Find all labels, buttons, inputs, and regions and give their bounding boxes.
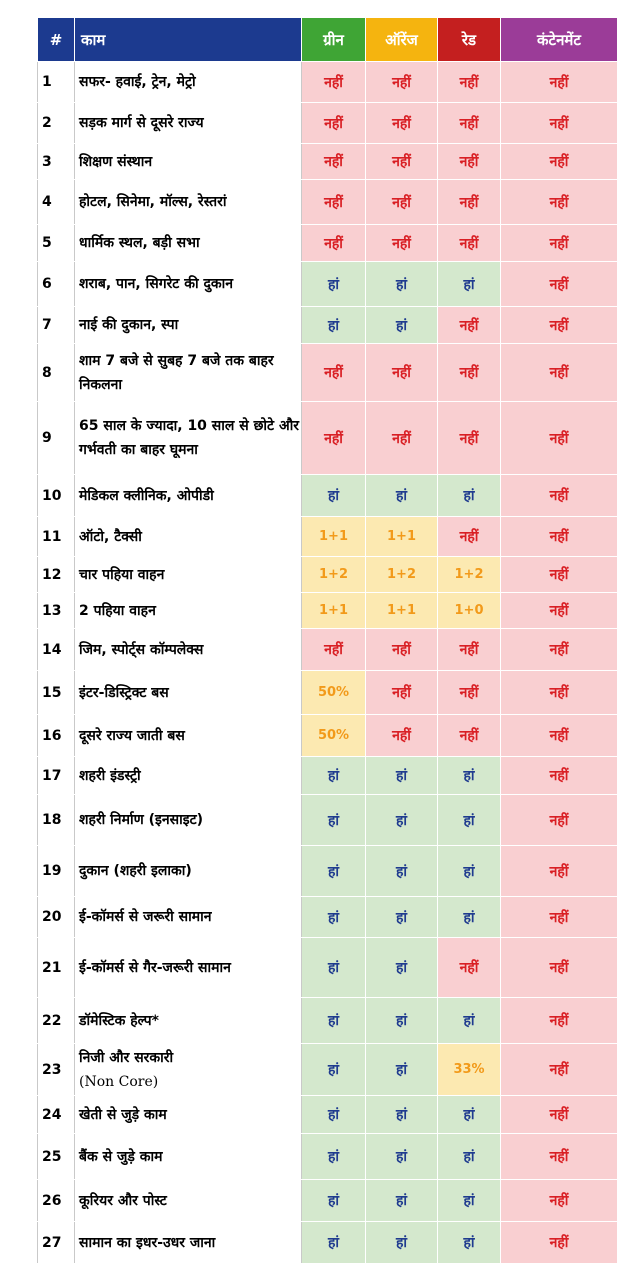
containment-zone-status: नहीं	[501, 262, 618, 307]
table-row	[38, 402, 618, 475]
activity-label: सड़क मार्ग से दूसरे राज्य	[79, 115, 204, 131]
green-zone-status: 50%	[302, 715, 366, 757]
table-row	[38, 1222, 618, 1264]
activity-cell	[75, 795, 302, 846]
row-number: 10	[38, 475, 75, 517]
green-zone-status: नहीं	[302, 144, 366, 180]
green-zone-status: नहीं	[302, 402, 366, 475]
table-row	[38, 795, 618, 846]
orange-zone-status: हां	[366, 1044, 438, 1096]
activity-cell	[75, 557, 302, 593]
green-zone-status: हां	[302, 307, 366, 344]
green-zone-status: नहीं	[302, 180, 366, 225]
table-row	[38, 517, 618, 557]
red-zone-status: नहीं	[438, 344, 501, 402]
containment-zone-status: नहीं	[501, 1134, 618, 1180]
table-row	[38, 1044, 618, 1096]
orange-zone-status: 1+2	[366, 557, 438, 593]
row-number: 27	[38, 1222, 75, 1264]
activity-label: इंटर-डिस्ट्रिक्ट बस	[79, 684, 169, 701]
containment-zone-status: नहीं	[501, 517, 618, 557]
header-green-zone: ग्रीन	[302, 18, 366, 62]
row-number: 7	[38, 307, 75, 344]
table-row	[38, 846, 618, 897]
containment-zone-status: नहीं	[501, 402, 618, 475]
activity-cell	[75, 344, 302, 402]
containment-zone-status: नहीं	[501, 671, 618, 715]
activity-label: कूरियर और पोस्ट	[79, 1192, 167, 1209]
containment-zone-status: नहीं	[501, 180, 618, 225]
orange-zone-status: नहीं	[366, 715, 438, 757]
orange-zone-status: हां	[366, 757, 438, 795]
red-zone-status: हां	[438, 795, 501, 846]
activity-label: नाई की दुकान, स्पा	[79, 317, 179, 333]
orange-zone-status: नहीं	[366, 62, 438, 103]
table-row	[38, 998, 618, 1044]
row-number: 18	[38, 795, 75, 846]
activity-cell	[75, 144, 302, 180]
table-row	[38, 180, 618, 225]
orange-zone-status: नहीं	[366, 180, 438, 225]
containment-zone-status: नहीं	[501, 715, 618, 757]
containment-zone-status: नहीं	[501, 938, 618, 998]
containment-zone-status: नहीं	[501, 225, 618, 262]
activity-cell	[75, 593, 302, 629]
row-number: 23	[38, 1044, 75, 1096]
containment-zone-status: नहीं	[501, 1044, 618, 1096]
red-zone-status: नहीं	[438, 307, 501, 344]
orange-zone-status: नहीं	[366, 671, 438, 715]
red-zone-status: नहीं	[438, 180, 501, 225]
activity-label: डॉमेस्टिक हेल्प*	[79, 1012, 159, 1029]
containment-zone-status: नहीं	[501, 1180, 618, 1222]
red-zone-status: हां	[438, 475, 501, 517]
table-row	[38, 593, 618, 629]
green-zone-status: हां	[302, 846, 366, 897]
orange-zone-status: हां	[366, 1134, 438, 1180]
green-zone-status: हां	[302, 1096, 366, 1134]
table-row	[38, 757, 618, 795]
red-zone-status: हां	[438, 757, 501, 795]
table-row	[38, 62, 618, 103]
green-zone-status: 1+1	[302, 593, 366, 629]
row-number: 24	[38, 1096, 75, 1134]
activity-cell	[75, 307, 302, 344]
red-zone-status: हां	[438, 1134, 501, 1180]
row-number: 3	[38, 144, 75, 180]
red-zone-status: नहीं	[438, 715, 501, 757]
activity-cell	[75, 757, 302, 795]
green-zone-status: नहीं	[302, 62, 366, 103]
activity-label: दूसरे राज्य जाती बस	[79, 727, 185, 744]
containment-zone-status: नहीं	[501, 629, 618, 671]
row-number: 21	[38, 938, 75, 998]
activity-cell	[75, 671, 302, 715]
orange-zone-status: हां	[366, 938, 438, 998]
table-row	[38, 557, 618, 593]
row-number: 8	[38, 344, 75, 402]
red-zone-status: नहीं	[438, 144, 501, 180]
orange-zone-status: हां	[366, 262, 438, 307]
header-activity: काम	[75, 18, 302, 62]
green-zone-status: 1+2	[302, 557, 366, 593]
table-row	[38, 629, 618, 671]
orange-zone-status: 1+1	[366, 517, 438, 557]
green-zone-status: नहीं	[302, 225, 366, 262]
red-zone-status: हां	[438, 846, 501, 897]
orange-zone-status: हां	[366, 795, 438, 846]
header-red-zone: रेड	[438, 18, 501, 62]
activity-label: शिक्षण संस्थान	[79, 153, 153, 170]
orange-zone-status: हां	[366, 1096, 438, 1134]
green-zone-status: नहीं	[302, 629, 366, 671]
orange-zone-status: हां	[366, 475, 438, 517]
row-number: 22	[38, 998, 75, 1044]
activity-label: शहरी इंडस्ट्री	[79, 767, 141, 784]
red-zone-status: 1+0	[438, 593, 501, 629]
orange-zone-status: नहीं	[366, 103, 438, 144]
table-row	[38, 144, 618, 180]
containment-zone-status: नहीं	[501, 897, 618, 938]
activity-cell	[75, 629, 302, 671]
containment-zone-status: नहीं	[501, 795, 618, 846]
activity-label: जिम, स्पोर्ट्स कॉम्पलेक्स	[79, 641, 204, 658]
activity-cell	[75, 475, 302, 517]
orange-zone-status: नहीं	[366, 144, 438, 180]
activity-label: बैंक से जुड़े काम	[79, 1148, 163, 1165]
activity-cell	[75, 1044, 302, 1096]
containment-zone-status: नहीं	[501, 144, 618, 180]
orange-zone-status: नहीं	[366, 344, 438, 402]
containment-zone-status: नहीं	[501, 593, 618, 629]
row-number: 11	[38, 517, 75, 557]
activity-label: धार्मिक स्थल, बड़ी सभा	[79, 235, 200, 251]
green-zone-status: हां	[302, 1044, 366, 1096]
containment-zone-status: नहीं	[501, 1096, 618, 1134]
activity-label: शाम 7 बजे से सुबह 7 बजे तक बाहर निकलना	[79, 352, 274, 393]
activity-label: खेती से जुड़े काम	[79, 1106, 167, 1123]
table-row	[38, 897, 618, 938]
containment-zone-status: नहीं	[501, 557, 618, 593]
activity-cell	[75, 715, 302, 757]
orange-zone-status: 1+1	[366, 593, 438, 629]
orange-zone-status: हां	[366, 897, 438, 938]
row-number: 16	[38, 715, 75, 757]
activity-label: सफर- हवाई, ट्रेन, मेट्रो	[79, 74, 196, 90]
containment-zone-status: नहीं	[501, 103, 618, 144]
red-zone-status: नहीं	[438, 671, 501, 715]
row-number: 20	[38, 897, 75, 938]
activity-cell	[75, 938, 302, 998]
red-zone-status: हां	[438, 897, 501, 938]
orange-zone-status: हां	[366, 1222, 438, 1264]
activity-label: 65 साल के ज्यादा, 10 साल से छोटे और गर्भवती का बाहर घूमना	[79, 418, 300, 458]
activity-cell	[75, 1222, 302, 1264]
green-zone-status: हां	[302, 1180, 366, 1222]
activity-cell	[75, 998, 302, 1044]
activity-cell	[75, 103, 302, 144]
green-zone-status: 1+1	[302, 517, 366, 557]
red-zone-status: हां	[438, 998, 501, 1044]
containment-zone-status: नहीं	[501, 757, 618, 795]
green-zone-status: हां	[302, 795, 366, 846]
row-number: 19	[38, 846, 75, 897]
green-zone-status: नहीं	[302, 344, 366, 402]
table-row	[38, 344, 618, 402]
orange-zone-status: नहीं	[366, 225, 438, 262]
table-row	[38, 1096, 618, 1134]
green-zone-status: हां	[302, 938, 366, 998]
containment-zone-status: नहीं	[501, 307, 618, 344]
table-row	[38, 103, 618, 144]
row-number: 4	[38, 180, 75, 225]
activity-label: शराब, पान, सिगरेट की दुकान	[79, 276, 234, 292]
activity-cell	[75, 1096, 302, 1134]
activity-label: मेडिकल क्लीनिक, ओपीडी	[79, 487, 214, 504]
zone-rules-table	[37, 17, 618, 1264]
activity-label: दुकान (शहरी इलाका)	[79, 863, 192, 879]
containment-zone-status: नहीं	[501, 846, 618, 897]
table-row	[38, 475, 618, 517]
activity-cell	[75, 1134, 302, 1180]
red-zone-status: हां	[438, 1180, 501, 1222]
containment-zone-status: नहीं	[501, 998, 618, 1044]
red-zone-status: हां	[438, 1222, 501, 1264]
orange-zone-status: नहीं	[366, 402, 438, 475]
activity-label: 2 पहिया वाहन	[79, 602, 156, 619]
table-body	[38, 62, 618, 1264]
orange-zone-status: हां	[366, 307, 438, 344]
row-number: 9	[38, 402, 75, 475]
activity-cell	[75, 517, 302, 557]
table-row	[38, 671, 618, 715]
orange-zone-status: नहीं	[366, 629, 438, 671]
green-zone-status: हां	[302, 1222, 366, 1264]
green-zone-status: नहीं	[302, 103, 366, 144]
red-zone-status: हां	[438, 1096, 501, 1134]
green-zone-status: हां	[302, 897, 366, 938]
header-orange-zone: ऑरेंज	[366, 18, 438, 62]
red-zone-status: नहीं	[438, 103, 501, 144]
activity-cell	[75, 1180, 302, 1222]
activity-cell	[75, 225, 302, 262]
row-number: 1	[38, 62, 75, 103]
red-zone-status: 33%	[438, 1044, 501, 1096]
row-number: 2	[38, 103, 75, 144]
table-row	[38, 938, 618, 998]
containment-zone-status: नहीं	[501, 475, 618, 517]
activity-cell	[75, 402, 302, 475]
red-zone-status: नहीं	[438, 629, 501, 671]
table-row	[38, 1134, 618, 1180]
table-row	[38, 262, 618, 307]
table-row	[38, 715, 618, 757]
table-row	[38, 307, 618, 344]
orange-zone-status: हां	[366, 846, 438, 897]
green-zone-status: 50%	[302, 671, 366, 715]
table-row	[38, 225, 618, 262]
activity-label: होटल, सिनेमा, मॉल्स, रेस्तरां	[79, 194, 227, 210]
green-zone-status: हां	[302, 262, 366, 307]
row-number: 13	[38, 593, 75, 629]
red-zone-status: नहीं	[438, 938, 501, 998]
row-number: 14	[38, 629, 75, 671]
row-number: 25	[38, 1134, 75, 1180]
green-zone-status: हां	[302, 998, 366, 1044]
table-row	[38, 1180, 618, 1222]
activity-label: निजी और सरकारी	[79, 1049, 174, 1066]
row-number: 26	[38, 1180, 75, 1222]
red-zone-status: नहीं	[438, 62, 501, 103]
activity-cell	[75, 897, 302, 938]
orange-zone-status: हां	[366, 998, 438, 1044]
activity-label: ई-कॉमर्स से गैर-जरूरी सामान	[79, 959, 231, 976]
containment-zone-status: नहीं	[501, 344, 618, 402]
header-containment-zone: कंटेनमेंट	[501, 18, 618, 62]
red-zone-status: 1+2	[438, 557, 501, 593]
activity-sublabel: (Non Core)	[79, 1073, 159, 1090]
table-header-row	[38, 18, 618, 62]
red-zone-status: हां	[438, 262, 501, 307]
row-number: 17	[38, 757, 75, 795]
orange-zone-status: हां	[366, 1180, 438, 1222]
red-zone-status: नहीं	[438, 517, 501, 557]
activity-label: ई-कॉमर्स से जरूरी सामान	[79, 909, 212, 925]
activity-label: ऑटो, टैक्सी	[79, 528, 142, 545]
header-number: #	[38, 18, 75, 62]
red-zone-status: नहीं	[438, 402, 501, 475]
activity-label: सामान का इधर-उधर जाना	[79, 1234, 216, 1251]
red-zone-status: नहीं	[438, 225, 501, 262]
containment-zone-status: नहीं	[501, 1222, 618, 1264]
activity-cell	[75, 846, 302, 897]
activity-cell	[75, 180, 302, 225]
green-zone-status: हां	[302, 1134, 366, 1180]
row-number: 15	[38, 671, 75, 715]
rules-table-container	[37, 17, 618, 1264]
row-number: 6	[38, 262, 75, 307]
activity-cell	[75, 262, 302, 307]
row-number: 12	[38, 557, 75, 593]
containment-zone-status: नहीं	[501, 62, 618, 103]
activity-cell	[75, 62, 302, 103]
green-zone-status: हां	[302, 757, 366, 795]
green-zone-status: हां	[302, 475, 366, 517]
activity-label: शहरी निर्माण (इनसाइट)	[79, 812, 204, 828]
row-number: 5	[38, 225, 75, 262]
activity-label: चार पहिया वाहन	[79, 566, 165, 583]
